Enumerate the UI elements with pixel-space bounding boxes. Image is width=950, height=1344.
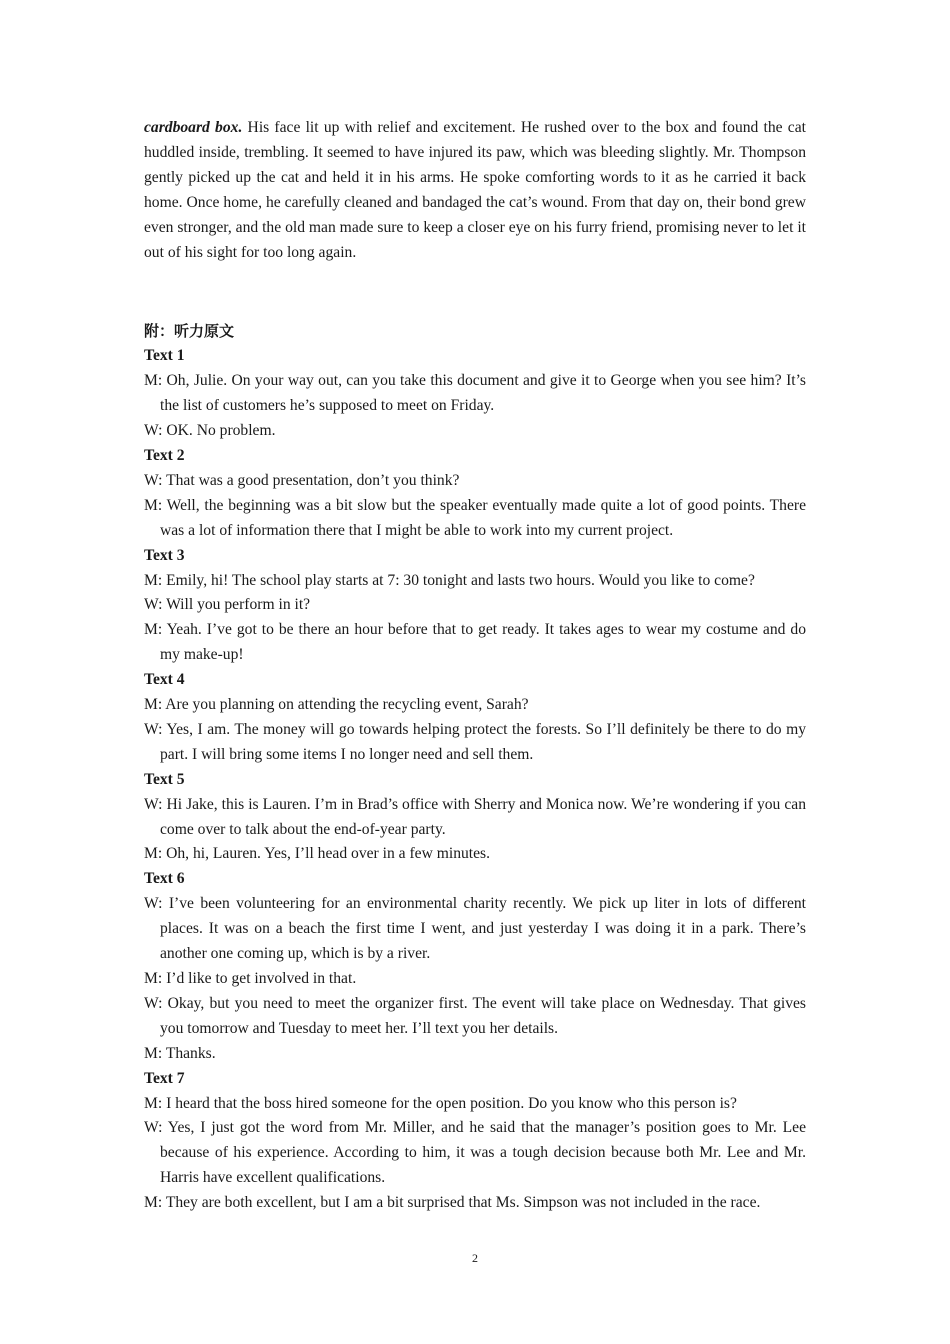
page-number: 2 <box>472 1251 478 1265</box>
transcript-text-4 <box>144 668 806 768</box>
page-content <box>144 116 806 1216</box>
dialogue-line: M: Well, the beginning was a bit slow but the speaker eventually made quite a lot of good points. There was a lot of information there that I might be able to work into my current project. <box>144 496 806 539</box>
dialogue-line: M: They are both excellent, but I am a bit surprised that Ms. Simpson was not included in the race. <box>144 1194 761 1212</box>
appendix-title: 附：听力原文 <box>144 322 235 341</box>
transcript-text-6 <box>144 867 806 1066</box>
text-heading: Text 1 <box>144 347 185 365</box>
text-heading: Text 2 <box>144 446 185 464</box>
story-lead: cardboard box. <box>144 119 243 136</box>
dialogue-line: M: I’d like to get involved in that. <box>144 970 357 987</box>
dialogue-line: W: Hi Jake, this is Lauren. I’m in Brad’s office with Sherry and Monica now. We’re wondering if you can come over to talk about the end-of-year party. <box>144 795 806 838</box>
dialogue-line: M: I heard that the boss hired someone for the open position. Do you know who this person is? <box>144 1094 737 1112</box>
dialogue-line: M: Oh, Julie. On your way out, can you take this document and give it to George when you see him? It’s the list of customers he’s supposed to meet on Friday. <box>144 372 806 415</box>
dialogue-line: M: Oh, hi, Lauren. Yes, I’ll head over in a few minutes. <box>144 845 491 863</box>
dialogue-line: M: Emily, hi! The school play starts at 7: 30 tonight and lasts two hours. Would you like to come? <box>144 571 755 589</box>
text-heading: Text 7 <box>144 1069 185 1087</box>
dialogue-line: W: I’ve been volunteering for an environmental charity recently. We pick up liter in lots of different places. It was on a beach the first time I went, and just yesterday I was doing it in a park. There’s another one coming up, which is by a river. <box>144 895 806 963</box>
transcript-text-3 <box>144 544 806 669</box>
dialogue-line: W: That was a good presentation, don’t you think? <box>144 471 460 489</box>
story-paragraph <box>144 116 806 265</box>
text-heading: Text 3 <box>144 546 185 564</box>
transcript-text-7 <box>144 1067 806 1216</box>
transcript-text-2 <box>144 444 806 544</box>
dialogue-line: W: Will you perform in it? <box>144 596 311 614</box>
dialogue-line: M: Are you planning on attending the recycling event, Sarah? <box>144 696 529 714</box>
transcript-text-5 <box>144 768 806 868</box>
dialogue-line: W: Okay, but you need to meet the organizer first. The event will take place on Wednesday. That gives you tomorrow and Tuesday to meet her. I’ll text you her details. <box>144 994 806 1037</box>
text-heading: Text 5 <box>144 770 185 788</box>
dialogue-line: M: Yeah. I’ve got to be there an hour before that to get ready. It takes ages to wear my costume and do my make-up! <box>144 621 806 664</box>
transcript-text-1 <box>144 344 806 444</box>
text-heading: Text 6 <box>144 870 185 888</box>
text-heading: Text 4 <box>144 671 185 689</box>
dialogue-line: W: OK. No problem. <box>144 422 276 440</box>
dialogue-line: M: Thanks. <box>144 1044 216 1062</box>
dialogue-line: W: Yes, I just got the word from Mr. Miller, and he said that the manager’s position goes to Mr. Lee because of his experience. According to him, it was a tough decision because both Mr. Lee and Mr. Harris have excellent qualifications. <box>144 1119 806 1187</box>
story-text: His face lit up with relief and excitement. He rushed over to the box and found the cat huddled inside, trembling. It seemed to have injured its paw, which was bleeding slightly. Mr. Thompson gently picked up the cat and held it in his arms. He spoke comforting words to it as he carried it back home. Once home, he carefully cleaned and bandaged the cat’s wound. From that day on, their bond grew even stronger, and the old man made sure to keep a closer eye on his furry friend, promising never to let it out of his sight for too long again. <box>144 119 806 261</box>
dialogue-line: W: Yes, I am. The money will go towards helping protect the forests. So I’ll definitely be there to do my part. I will bring some items I no longer need and sell them. <box>144 720 806 763</box>
